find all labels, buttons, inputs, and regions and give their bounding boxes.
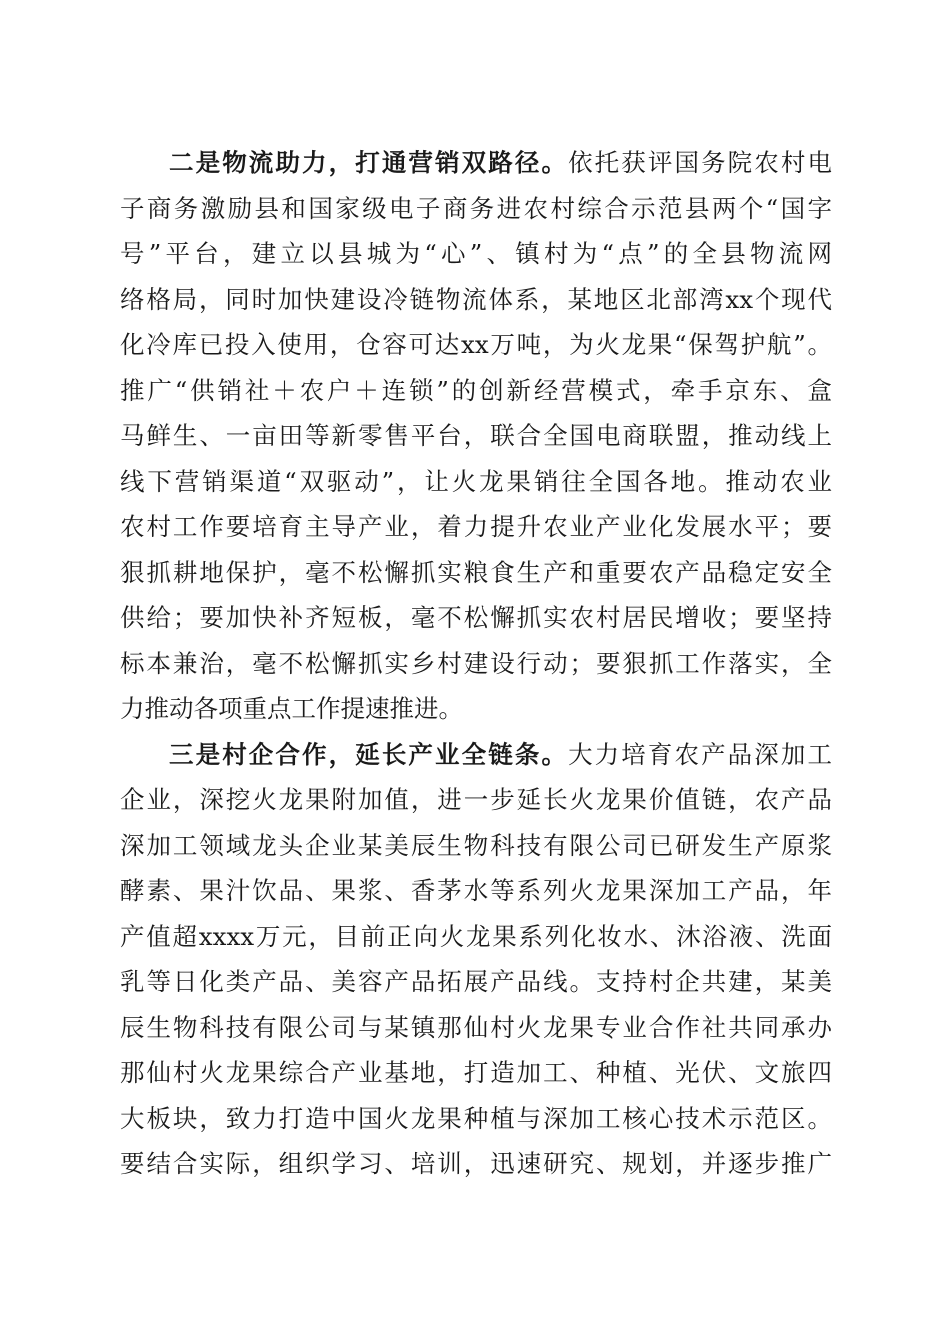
- paragraph-line: 那仙村火龙果综合产业基地，打造加工、种植、光伏、文旅四: [120, 1058, 832, 1087]
- paragraph-line: 要结合实际，组织学习、培训，迅速研究、规划，并逐步推广: [120, 1149, 832, 1178]
- paragraph-line: 化冷库已投入使用，仓容可达xx万吨，为火龙果“保驾护航”。: [120, 330, 832, 359]
- paragraph-line: 线下营销渠道“双驱动”，让火龙果销往全国各地。推动农业: [120, 466, 832, 496]
- paragraph-line: 产值超xxxx万元，目前正向火龙果系列化妆水、沐浴液、洗面: [120, 921, 832, 951]
- paragraph-line: 酵素、果汁饮品、果浆、香茅水等系列火龙果深加工产品，年: [120, 876, 832, 905]
- body-text: [120, 140, 832, 1187]
- paragraph-line: 深加工领域龙头企业某美辰生物科技有限公司已研发生产原浆: [120, 830, 832, 860]
- paragraph-line: 推广“供销社＋农户＋连锁”的创新经营模式，牵手京东、盒: [120, 375, 832, 405]
- paragraph-logistics: [120, 140, 832, 732]
- paragraph-line: 马鲜生、一亩田等新零售平台，联合全国电商联盟，推动线上: [120, 421, 832, 450]
- paragraph-line: 大板块，致力打造中国火龙果种植与深加工核心技术示范区。: [120, 1103, 832, 1133]
- paragraph-line: 三是村企合作，延长产业全链条。大力培育农产品深加工: [169, 739, 832, 769]
- paragraph-line: 子商务激励县和国家级电子商务进农村综合示范县两个“国字: [120, 193, 832, 223]
- paragraph-line: 供给；要加快补齐短板，毫不松懈抓实农村居民增收；要坚持: [120, 603, 832, 632]
- paragraph-line: 力推动各项重点工作提速推进。: [120, 694, 463, 723]
- paragraph-heading: 二是物流助力，打通营销双路径。: [169, 148, 569, 177]
- paragraph-line: 标本兼治，毫不松懈抓实乡村建设行动；要狠抓工作落实，全: [120, 648, 832, 678]
- paragraph-line: 二是物流助力，打通营销双路径。依托获评国务院农村电: [169, 148, 832, 177]
- paragraph-line: 号”平台，建立以县城为“心”、镇村为“点”的全县物流网: [120, 239, 832, 268]
- paragraph-line: 企业，深挖火龙果附加值，进一步延长火龙果价值链，农产品: [120, 785, 832, 814]
- paragraph-line: 农村工作要培育主导产业，着力提升农业产业化发展水平；要: [120, 512, 832, 541]
- paragraph-line: 络格局，同时加快建设冷链物流体系，某地区北部湾xx个现代: [120, 284, 832, 314]
- paragraph-line: 乳等日化类产品、美容产品拓展产品线。支持村企共建，某美: [120, 967, 832, 996]
- paragraph-heading: 三是村企合作，延长产业全链条。: [169, 739, 569, 769]
- paragraph-line: 辰生物科技有限公司与某镇那仙村火龙果专业合作社共同承办: [120, 1012, 832, 1042]
- paragraph-village-enterprise: [120, 732, 832, 1187]
- paragraph-line: 狠抓耕地保护，毫不松懈抓实粮食生产和重要农产品稳定安全: [120, 557, 832, 587]
